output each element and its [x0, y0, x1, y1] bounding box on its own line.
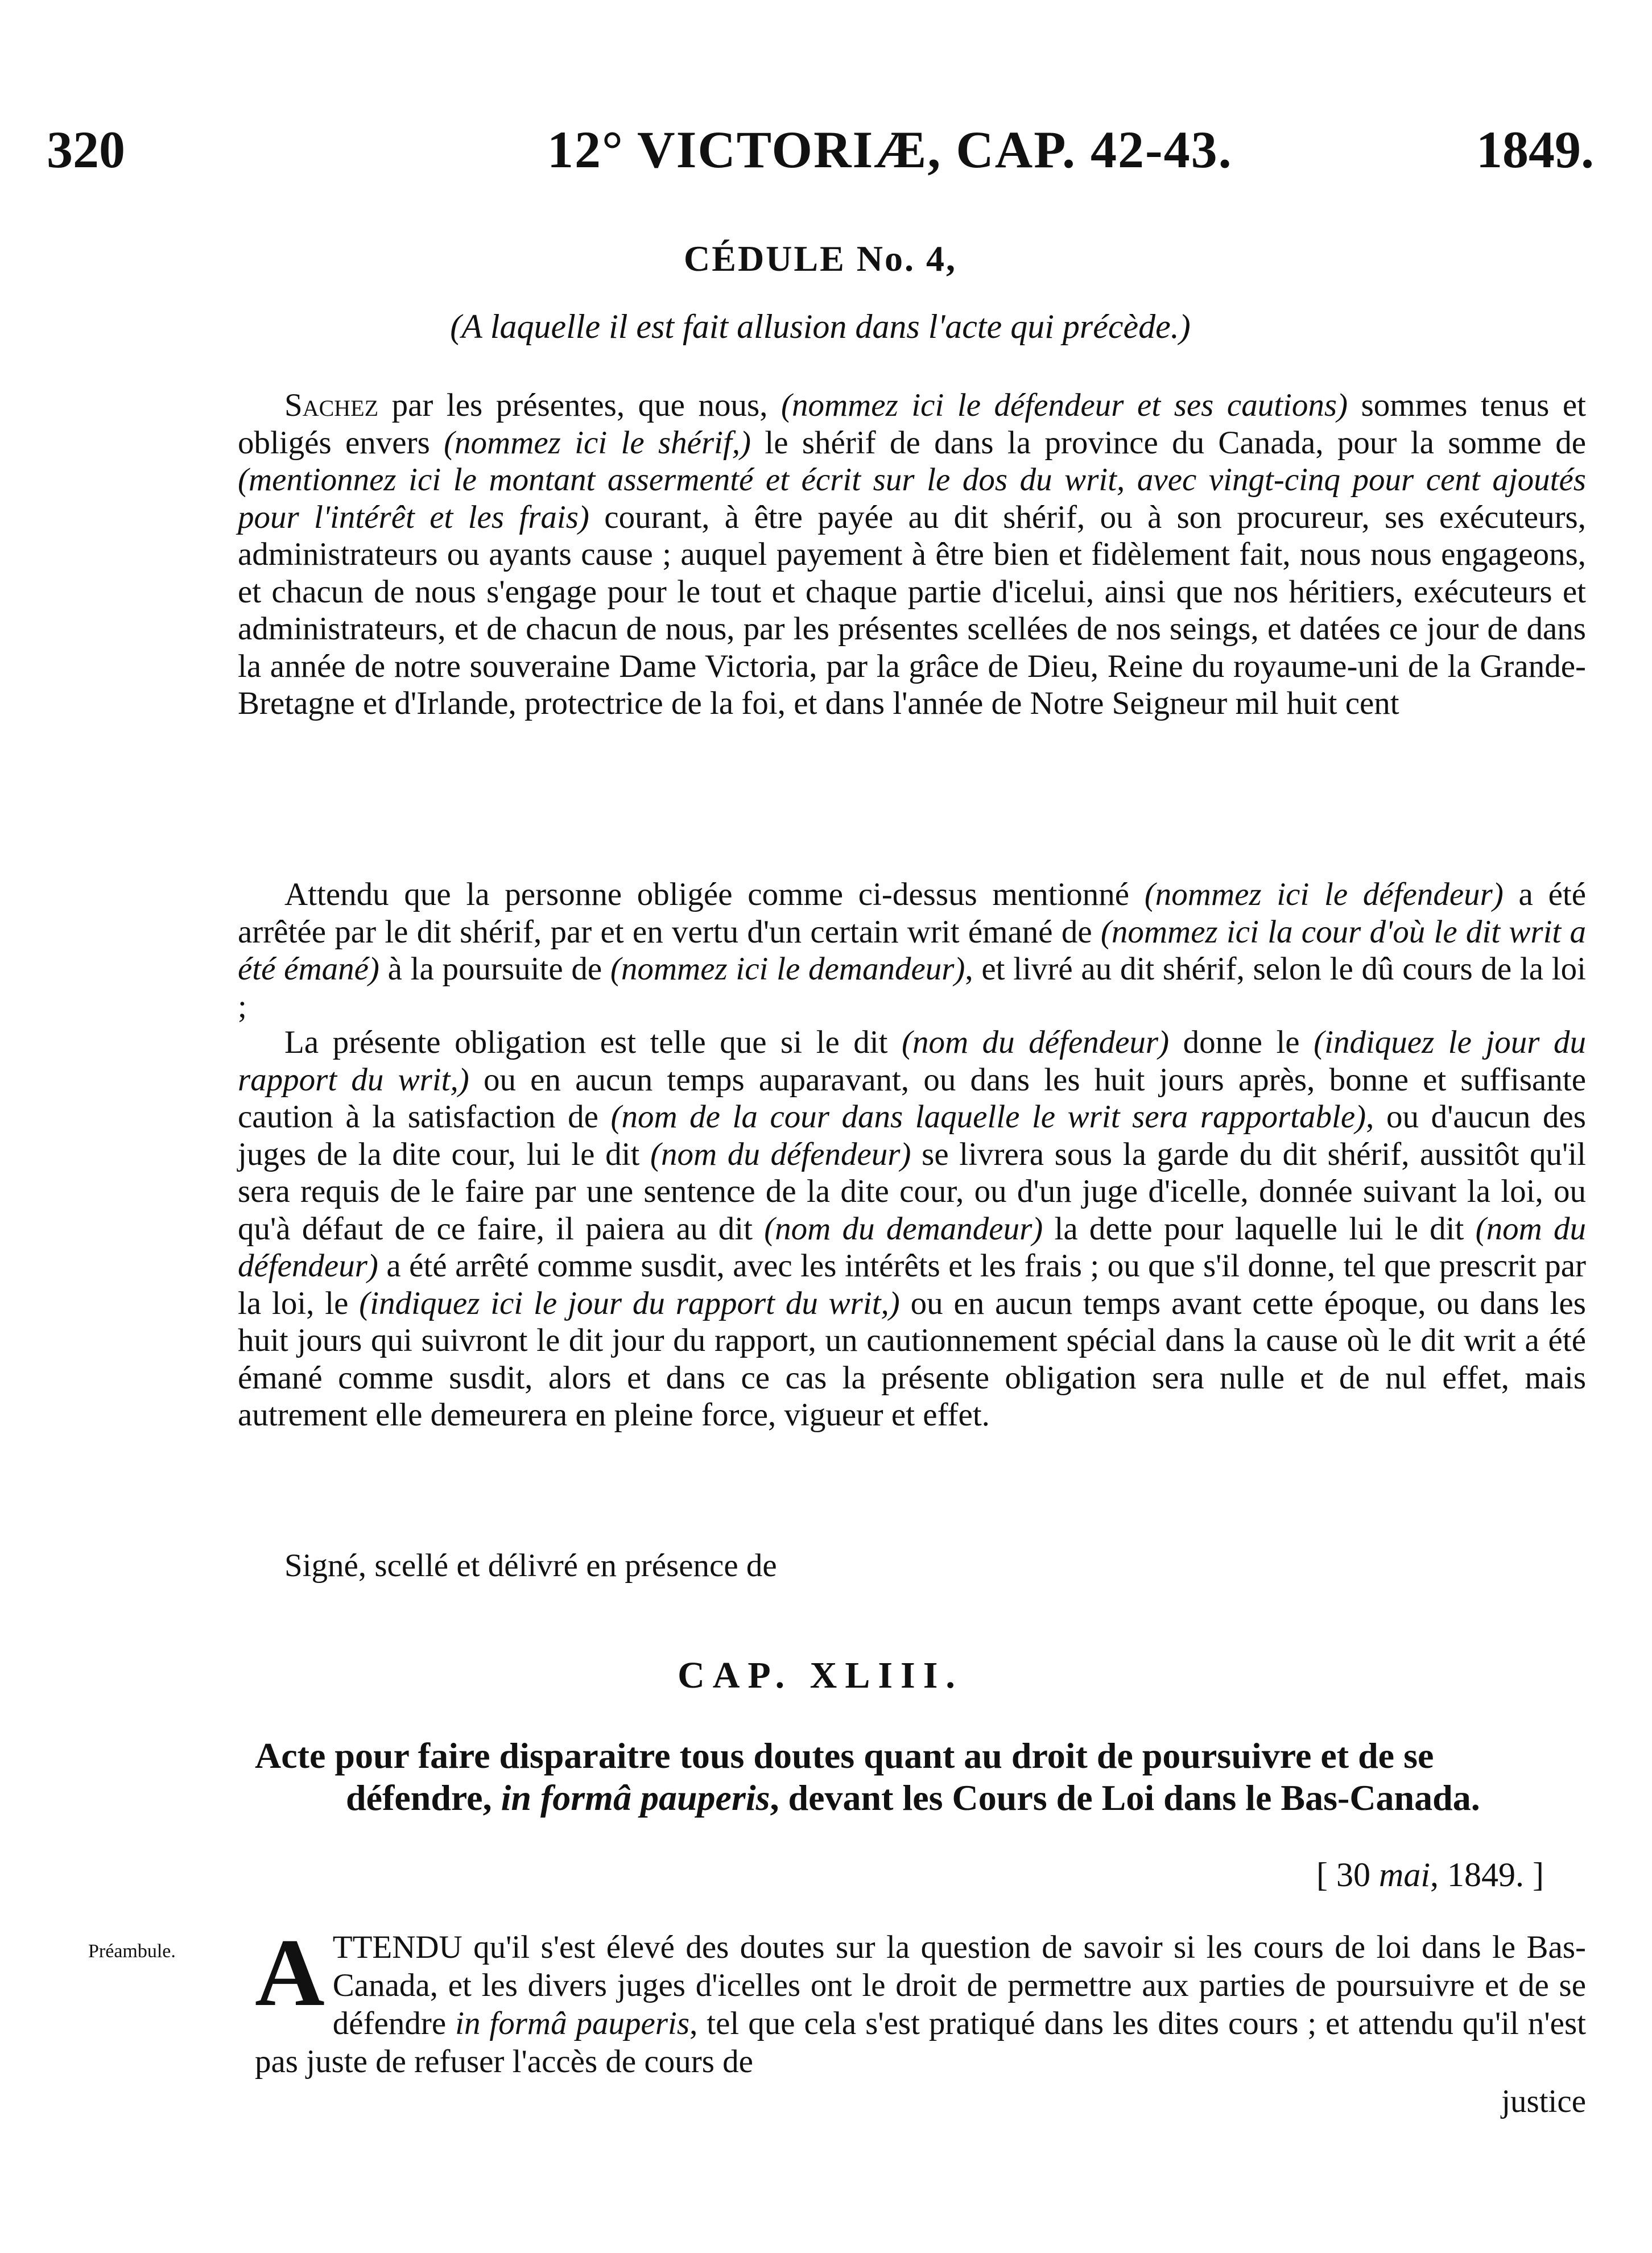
italic-instruction: (nommez ici le défendeur) — [1144, 877, 1504, 912]
schedule-paragraph-bond — [238, 387, 1586, 722]
text-segment: , 1849. ] — [1430, 1856, 1544, 1894]
text-segment: , tel que cela s'est pratiqué dans les dites cours ; et attendu qu'il n'est pas juste de refuser l'accès de cours de — [255, 2006, 1586, 2080]
italic-instruction: (mentionnez ici le montant assermenté et écrit sur le dos du writ, avec vingt-cinq pour cent ajoutés pour l'intérêt et les frais) — [238, 462, 1586, 535]
act-title-line2 — [255, 1777, 1586, 1819]
running-head — [47, 119, 1594, 188]
page-year: 1849. — [1476, 121, 1594, 179]
assent-date — [1316, 1855, 1544, 1895]
italic-instruction: (nommez ici le shérif,) — [444, 424, 751, 461]
text-segment: , devant les Cours de Loi dans le Bas-Canada. — [770, 1777, 1480, 1818]
marginal-note: Préambule. — [88, 1941, 176, 1962]
italic-instruction: (nommez ici le défendeur et ses cautions) — [781, 387, 1348, 423]
first-word: Sachez — [284, 387, 379, 423]
page-title: 12° VICTORIÆ, CAP. 42-43. — [547, 121, 1233, 179]
text-segment: La présente obligation est telle que si le dit — [284, 1024, 902, 1060]
page-number: 320 — [47, 121, 125, 179]
italic-instruction: (nom du demandeur) — [764, 1210, 1043, 1247]
preamble-paragraph — [255, 1919, 1586, 2081]
text-segment: la dette pour laquelle lui le dit — [1043, 1210, 1476, 1247]
italic-latin: in formâ pauperis — [501, 1777, 770, 1818]
italic-instruction: (nom du défendeur) — [901, 1024, 1170, 1060]
italic-latin: in formâ pauperis — [455, 2006, 690, 2041]
schedule-paragraph-whereas — [238, 876, 1586, 1025]
signature-line: Signé, scellé et délivré en présence de — [284, 1548, 777, 1584]
catchword: justice — [1501, 2083, 1586, 2119]
text-segment: le shérif de dans la province du Canada, pour la somme de — [751, 424, 1586, 461]
text-segment: [ 30 — [1316, 1856, 1380, 1894]
text-segment: ou en aucun temps avant cette époque, ou dans les huit jours qui suivront le dit jour du rapport, un cautionnement spécial dans la cause où le dit writ a été émané comme susdit, alors et dans ce cas la présente obligation sera nulle et de nul effet, mais autrement elle demeurera en pleine force, vigueur et effet. — [238, 1285, 1586, 1433]
italic-instruction: (indiquez le jour du rapport du writ,) — [238, 1024, 1587, 1098]
italic-instruction: (indiquez ici le jour du rapport du writ,) — [359, 1285, 900, 1321]
text-segment: Attendu que la personne obligée comme ci-dessus mentionné — [284, 877, 1145, 912]
italic-instruction: (nom du défendeur) — [238, 1210, 1586, 1284]
text-segment: TTENDU qu'il s'est élevé des doutes sur la question de savoir si les cours de loi dans le Bas-Canada, et les divers juges d'icelles ont le droit de permettre aux parties de poursuivre et de se défendre — [332, 1929, 1586, 2041]
italic-instruction: (nommez ici le demandeur) — [610, 951, 965, 987]
text-segment: donne le — [1169, 1024, 1314, 1060]
text-segment: défendre, — [346, 1777, 501, 1818]
italic-instruction: (nom de la cour dans laquelle le writ sera rapportable) — [610, 1099, 1366, 1135]
text-segment: ou en aucun temps auparavant, ou dans les huit jours après, bonne et suffisante caution à la satisfaction de — [238, 1061, 1586, 1135]
text-segment: sommes tenus et obligés envers — [238, 387, 1587, 461]
italic-month: mai — [1379, 1856, 1431, 1894]
text-segment: , et livré au dit shérif, selon le dû cours de la loi ; — [238, 951, 1586, 1024]
schedule-subtitle: (A laquelle il est fait allusion dans l'acte qui précède.) — [450, 308, 1191, 345]
text-segment: a été arrêtée par le dit shérif, par et en vertu d'un certain writ émané de — [238, 877, 1587, 950]
text-segment: , ou d'aucun des juges de la dite cour, lui le dit — [238, 1099, 1586, 1172]
chapter-title: CAP. XLIII. — [678, 1655, 963, 1696]
act-title-line1: Acte pour faire disparaitre tous doutes quant au droit de poursuivre et de se — [255, 1735, 1434, 1776]
text-segment: à la poursuite de — [379, 951, 610, 987]
drop-cap: A — [255, 1919, 325, 2026]
text-segment: par les présentes, que nous, — [378, 387, 781, 423]
italic-instruction: (nommez ici la cour d'où le dit writ a été émané) — [238, 913, 1587, 987]
text-segment: courant, à être payée au dit shérif, ou à son procureur, ses exécuteurs, administrateurs ou ayants cause ; auquel payement à être bien et fidèlement fait, nous nous engageons, et chacun de nous s'engage pour le tout et chaque partie d'icelui, ainsi que nos héritiers, exécuteurs et administrateurs, et de chacun de nous, par les présentes scellées de nos seings, et datées ce jour de dans la année de notre souveraine Dame Victoria, par la grâce de Dieu, Reine du royaume-uni de la Grande-Bretagne et d'Irlande, protectrice de la foi, et dans l'année de Notre Seigneur mil huit cent — [238, 499, 1586, 721]
italic-instruction: (nom du défendeur) — [650, 1136, 911, 1172]
schedule-paragraph-condition — [238, 1024, 1586, 1434]
schedule-title: CÉDULE No. 4, — [684, 238, 957, 279]
text-segment: a été arrêté comme susdit, avec les intérêts et les frais ; ou que s'il donne, tel que prescrit par la loi, le — [238, 1248, 1586, 1321]
text-segment: se livrera sous la garde du dit shérif, aussitôt qu'il sera requis de le faire par une sentence de la dite cour, ou d'un juge d'icelle, donnée suivant la loi, ou qu'à défaut de ce faire, il paiera au dit — [238, 1136, 1586, 1247]
act-title — [255, 1735, 1586, 1819]
